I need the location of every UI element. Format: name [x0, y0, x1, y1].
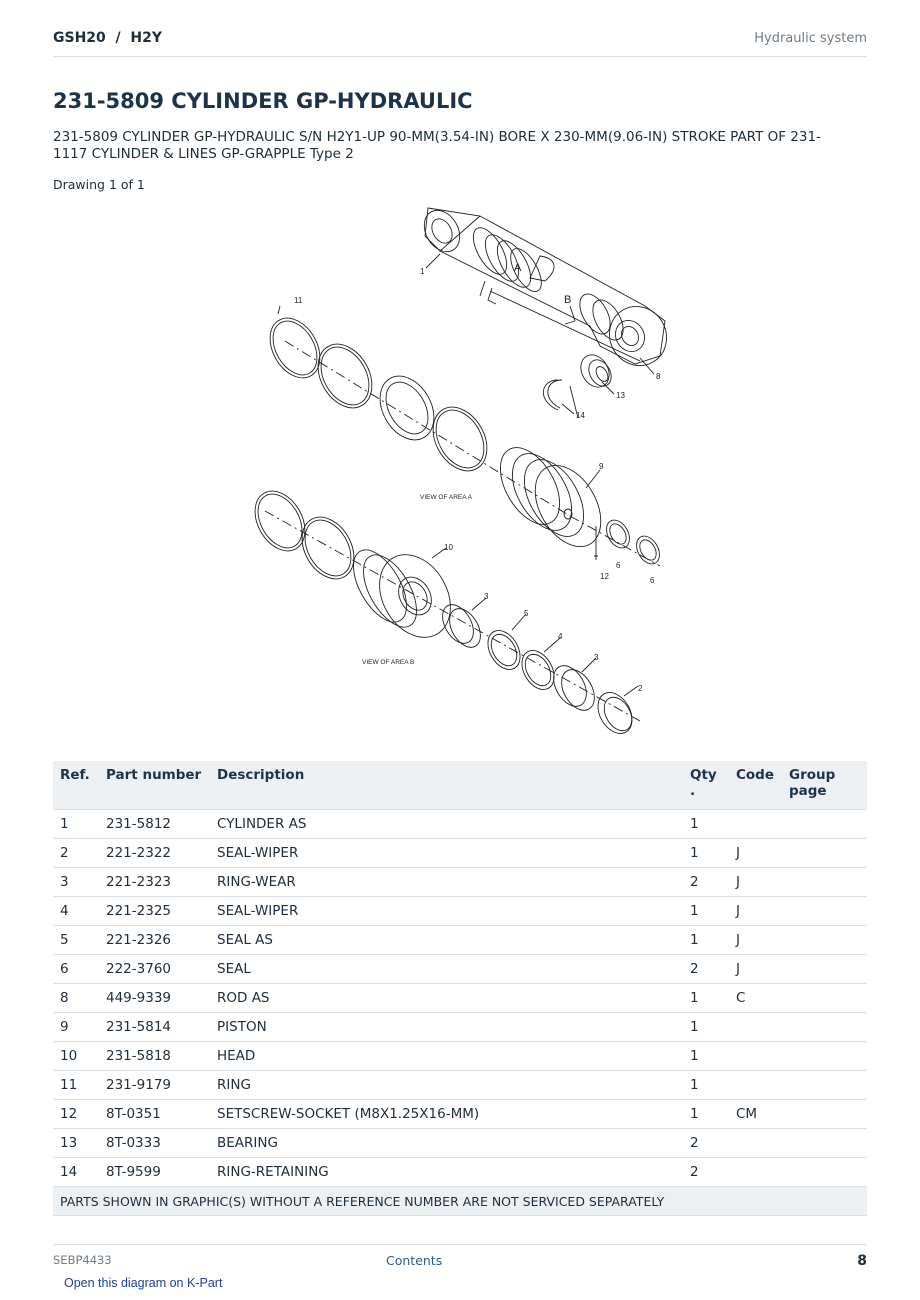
- col-qty: Qty .: [683, 761, 729, 810]
- cell-group-page: [782, 1013, 867, 1042]
- head-10-drawing: [343, 541, 465, 650]
- cell-code: J: [729, 868, 782, 897]
- cell-ref: 5: [53, 926, 99, 955]
- cell-code: J: [729, 897, 782, 926]
- open-in-kpart-link[interactable]: Open this diagram on K-Part: [64, 1276, 223, 1290]
- callout-8: 8: [656, 372, 661, 381]
- parts-table-header: [53, 761, 867, 810]
- col-part-number: Part number: [99, 761, 210, 810]
- exploded-parts-diagram: [240, 196, 690, 744]
- cell-group-page: [782, 1158, 867, 1187]
- table-footnote-row: [53, 1187, 867, 1216]
- breadcrumb: GSH20 / H2Y: [53, 30, 162, 46]
- table-row: [53, 868, 867, 897]
- cell-qty: 1: [683, 1042, 729, 1071]
- cell-ref: 4: [53, 897, 99, 926]
- cell-code: [729, 810, 782, 839]
- cell-part-number: 231-9179: [99, 1071, 210, 1100]
- cell-qty: 1: [683, 810, 729, 839]
- callout-4: 4: [558, 632, 563, 641]
- table-footnote: PARTS SHOWN IN GRAPHIC(S) WITHOUT A REFERENCE NUMBER ARE NOT SERVICED SEPARATELY: [53, 1187, 867, 1216]
- cell-part-number: 231-5812: [99, 810, 210, 839]
- cell-qty: 2: [683, 1129, 729, 1158]
- page-footer: [53, 1244, 867, 1275]
- callout-1: 1: [420, 267, 425, 276]
- cell-group-page: [782, 1100, 867, 1129]
- cell-group-page: [782, 984, 867, 1013]
- cell-code: [729, 1013, 782, 1042]
- col-group-page: Group page: [782, 761, 867, 810]
- page-number: 8: [857, 1253, 867, 1269]
- cell-part-number: 8T-0333: [99, 1129, 210, 1158]
- cell-qty: 1: [683, 1100, 729, 1129]
- callout-2: 2: [638, 684, 643, 693]
- callout-11: 11: [294, 296, 303, 305]
- cell-ref: 3: [53, 868, 99, 897]
- table-row: [53, 926, 867, 955]
- cell-part-number: 449-9339: [99, 984, 210, 1013]
- bearing-13-drawing: [575, 350, 615, 392]
- drawing-label: Drawing 1 of 1: [53, 177, 145, 192]
- table-row: [53, 955, 867, 984]
- cell-code: [729, 1129, 782, 1158]
- table-row: [53, 1158, 867, 1187]
- callout-14: 14: [576, 411, 585, 420]
- callout-6a: 6: [616, 561, 621, 570]
- cell-group-page: [782, 926, 867, 955]
- cell-group-page: [782, 955, 867, 984]
- cell-code: [729, 1158, 782, 1187]
- col-ref: Ref.: [53, 761, 99, 810]
- cell-code: [729, 1042, 782, 1071]
- cell-description: SEAL-WIPER: [210, 897, 683, 926]
- page-header: [53, 28, 867, 57]
- callout-A: A: [514, 262, 522, 274]
- cell-ref: 13: [53, 1129, 99, 1158]
- table-row: [53, 1071, 867, 1100]
- view-b-label: VIEW OF AREA B: [362, 659, 415, 666]
- table-row: [53, 810, 867, 839]
- cell-description: SEAL-WIPER: [210, 839, 683, 868]
- cell-qty: 1: [683, 1071, 729, 1100]
- view-a-label: VIEW OF AREA A: [420, 494, 473, 501]
- callout-5: 5: [524, 609, 529, 618]
- cell-group-page: [782, 810, 867, 839]
- page-description: 231-5809 CYLINDER GP-HYDRAULIC S/N H2Y1-UP 90-MM(3.54-IN) BORE X 230-MM(9.06-IN) STROKE PART OF 231-1117 CYLINDER & LINES GP-GRAPPLE Type 2: [53, 129, 821, 162]
- table-row: [53, 839, 867, 868]
- cell-qty: 1: [683, 926, 729, 955]
- cell-part-number: 221-2322: [99, 839, 210, 868]
- cell-part-number: 8T-9599: [99, 1158, 210, 1187]
- cell-ref: 10: [53, 1042, 99, 1071]
- cell-description: CYLINDER AS: [210, 810, 683, 839]
- cell-group-page: [782, 897, 867, 926]
- page-title: 231-5809 CYLINDER GP-HYDRAULIC: [53, 89, 473, 113]
- cell-description: HEAD: [210, 1042, 683, 1071]
- col-description: Description: [210, 761, 683, 810]
- cell-ref: 12: [53, 1100, 99, 1129]
- callout-10: 10: [444, 543, 453, 552]
- cell-code: J: [729, 955, 782, 984]
- cell-group-page: [782, 839, 867, 868]
- cell-qty: 1: [683, 839, 729, 868]
- cell-part-number: 231-5814: [99, 1013, 210, 1042]
- ring-11-drawing: [260, 309, 330, 386]
- cell-ref: 1: [53, 810, 99, 839]
- cell-group-page: [782, 1129, 867, 1158]
- cell-ref: 8: [53, 984, 99, 1013]
- cell-code: [729, 1071, 782, 1100]
- cell-code: J: [729, 839, 782, 868]
- cell-group-page: [782, 868, 867, 897]
- cell-code: C: [729, 984, 782, 1013]
- cell-qty: 1: [683, 1013, 729, 1042]
- cell-qty: 2: [683, 955, 729, 984]
- cell-ref: 9: [53, 1013, 99, 1042]
- cell-description: RING: [210, 1071, 683, 1100]
- cell-description: PISTON: [210, 1013, 683, 1042]
- cell-part-number: 231-5818: [99, 1042, 210, 1071]
- cell-part-number: 8T-0351: [99, 1100, 210, 1129]
- table-row: [53, 1129, 867, 1158]
- cell-ref: 11: [53, 1071, 99, 1100]
- cell-part-number: 221-2326: [99, 926, 210, 955]
- cell-qty: 1: [683, 984, 729, 1013]
- cell-description: BEARING: [210, 1129, 683, 1158]
- piston-9-drawing: [488, 438, 614, 558]
- cell-ref: 2: [53, 839, 99, 868]
- section-title: Hydraulic system: [754, 31, 867, 46]
- table-row: [53, 1042, 867, 1071]
- cell-code: J: [729, 926, 782, 955]
- cell-description: RING-WEAR: [210, 868, 683, 897]
- callout-13: 13: [616, 391, 625, 400]
- col-code: Code: [729, 761, 782, 810]
- cell-part-number: 221-2323: [99, 868, 210, 897]
- callout-6b: 6: [650, 576, 655, 585]
- cell-group-page: [782, 1071, 867, 1100]
- cell-ref: 14: [53, 1158, 99, 1187]
- cell-qty: 2: [683, 868, 729, 897]
- cylinder-assembly-drawing: [417, 204, 677, 376]
- cell-description: RING-RETAINING: [210, 1158, 683, 1187]
- table-row: [53, 1100, 867, 1129]
- callout-9: 9: [599, 462, 604, 471]
- cell-ref: 6: [53, 955, 99, 984]
- callout-3b: 3: [594, 653, 599, 662]
- callout-12: 12: [600, 572, 609, 581]
- parts-table: [53, 761, 867, 1216]
- cell-description: SEAL: [210, 955, 683, 984]
- callout-3a: 3: [484, 592, 489, 601]
- document-id: SEBP4433: [53, 1253, 112, 1267]
- contents-link[interactable]: Contents: [386, 1253, 443, 1268]
- cell-qty: 1: [683, 897, 729, 926]
- table-row: [53, 1013, 867, 1042]
- cell-description: SETSCREW-SOCKET (M8X1.25X16-MM): [210, 1100, 683, 1129]
- table-row: [53, 984, 867, 1013]
- callout-B: B: [564, 294, 572, 306]
- retaining-ring-14-drawing: [543, 380, 562, 410]
- cell-qty: 2: [683, 1158, 729, 1187]
- cell-description: SEAL AS: [210, 926, 683, 955]
- cell-code: CM: [729, 1100, 782, 1129]
- cell-description: ROD AS: [210, 984, 683, 1013]
- cell-part-number: 222-3760: [99, 955, 210, 984]
- table-row: [53, 897, 867, 926]
- cell-group-page: [782, 1042, 867, 1071]
- cell-part-number: 221-2325: [99, 897, 210, 926]
